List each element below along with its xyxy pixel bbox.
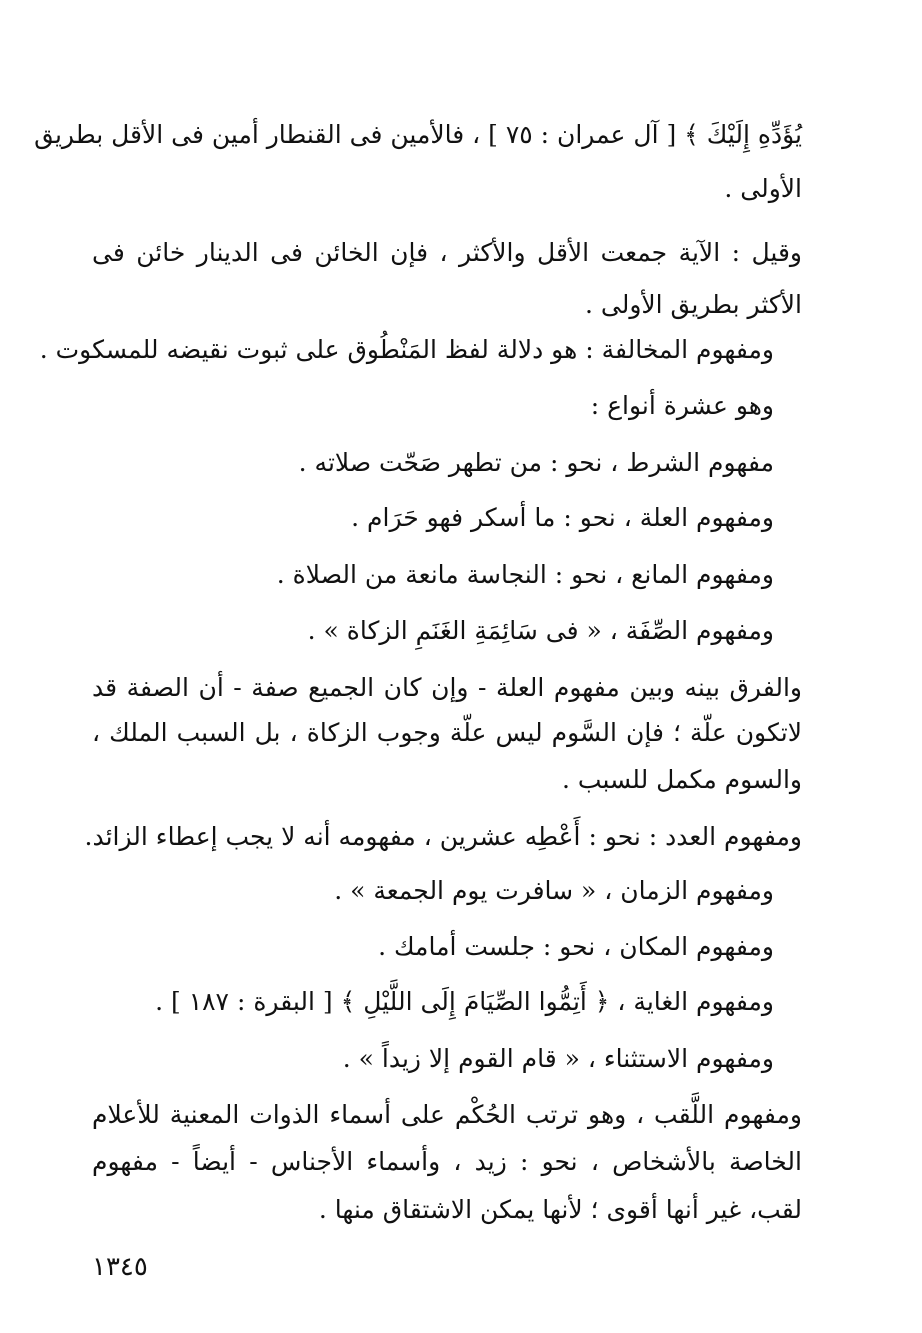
text-line: الأكثر بطريق الأولى . xyxy=(584,290,802,319)
text-line: لقب، غير أنها أقوى ؛ لأنها يمكن الاشتقاق منها . xyxy=(318,1195,802,1224)
text-line: لاتكون علّة ؛ فإن السَّوم ليس علّة وجوب الزكاة ، بل السبب الملك ، xyxy=(92,718,802,747)
text-line: ومفهوم العلة ، نحو : ما أسكر فهو حَرَام . xyxy=(351,503,774,532)
text-line: ومفهوم الصِّفَة ، « فى سَائِمَةِ الغَنَمِ الزكاة » . xyxy=(307,616,774,645)
text-line: والفرق بينه وبين مفهوم العلة - وإن كان الجميع صفة - أن الصفة قد xyxy=(92,673,802,702)
text-line: مفهوم الشرط ، نحو : من تطهر صَحّت صلاته . xyxy=(298,448,774,477)
text-line: ومفهوم المانع ، نحو : النجاسة مانعة من الصلاة . xyxy=(276,560,774,589)
text-line: ومفهوم المكان ، نحو : جلست أمامك . xyxy=(378,932,774,961)
text-line: يُؤَدِّهِ إِلَيْكَ ﴾ [ آل عمران : ٧٥ ] ، فالأمين فى القنطار أمين فى الأقل بطريق xyxy=(34,120,802,149)
text-line: الأولى . xyxy=(724,174,802,203)
text-line: الخاصة بالأشخاص ، نحو : زيد ، وأسماء الأجناس - أيضاً - مفهوم xyxy=(92,1147,802,1176)
text-line: والسوم مكمل للسبب . xyxy=(562,765,802,794)
text-line: ومفهوم الغاية ، ﴿ أَتِمُّوا الصِّيَامَ إِلَى اللَّيْلِ ﴾ [ البقرة : ١٨٧ ] . xyxy=(155,987,774,1016)
text-line: ومفهوم الزمان ، « سافرت يوم الجمعة » . xyxy=(334,876,774,905)
text-line: ومفهوم الاستثناء ، « قام القوم إلا زيداً » . xyxy=(342,1044,774,1073)
text-line: وقيل : الآية جمعت الأقل والأكثر ، فإن الخائن فى الدينار خائن فى xyxy=(92,238,802,267)
page-number: ١٣٤٥ xyxy=(92,1252,148,1282)
text-line: ومفهوم العدد : نحو : أَعْطِه عشرين ، مفهومه أنه لا يجب إعطاء الزائد. xyxy=(84,822,802,851)
text-line: ومفهوم المخالفة : هو دلالة لفظ المَنْطُوق على ثبوت نقيضه للمسكوت . xyxy=(39,335,774,364)
text-line: وهو عشرة أنواع : xyxy=(590,391,774,420)
text-line: ومفهوم اللَّقب ، وهو ترتب الحُكْم على أسماء الذوات المعنية للأعلام xyxy=(92,1100,802,1129)
